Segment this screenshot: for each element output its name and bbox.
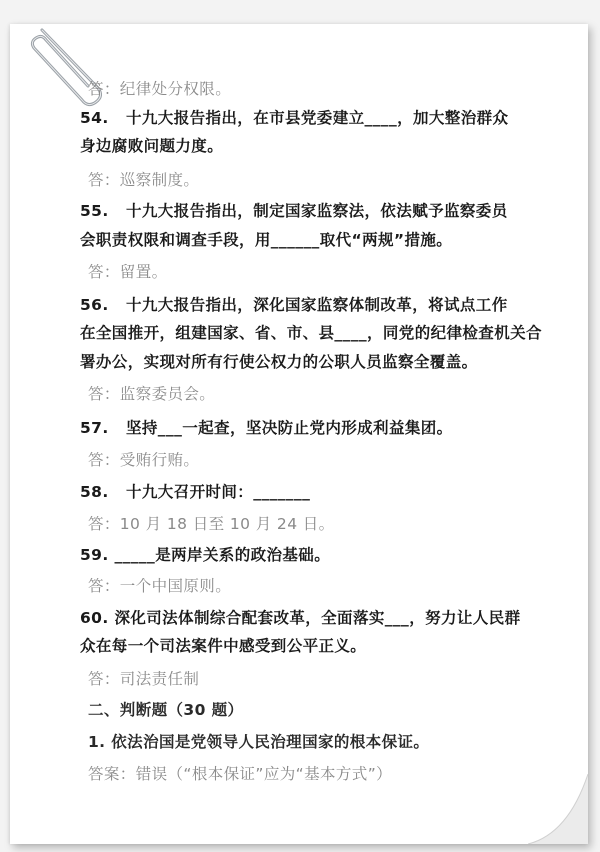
- section-heading: 二、判断题（30 题）: [88, 701, 244, 719]
- question-54-cont: 身边腐败问题力度。: [80, 137, 224, 155]
- answer-60: 答：司法责任制: [88, 670, 200, 688]
- page-curl-icon: [528, 774, 588, 844]
- question-text: 十九大报告指出，在市县党委建立____，加大整治群众: [126, 109, 509, 127]
- question-59: 59. _____是两岸关系的政治基础。: [80, 546, 331, 564]
- answer-54: 答：巡察制度。: [88, 171, 200, 189]
- document-page: [10, 24, 588, 844]
- judgment-question-1: 1. 依法治国是党领导人民治理国家的根本保证。: [88, 733, 430, 751]
- answer-58: 答：10 月 18 日至 10 月 24 日。: [88, 515, 335, 533]
- answer-59: 答：一个中国原则。: [88, 577, 232, 595]
- question-text: 十九大报告指出，深化国家监察体制改革，将试点工作: [126, 296, 508, 314]
- question-56-cont-2: 署办公，实现对所有行使公权力的公职人员监察全覆盖。: [80, 353, 478, 371]
- question-text: 十九大报告指出，制定国家监察法，依法赋予监察委员: [126, 202, 508, 220]
- question-56: [80, 295, 580, 315]
- question-55: [80, 201, 580, 221]
- answer-55: 答：留置。: [88, 263, 168, 281]
- question-number: 54.: [80, 109, 109, 127]
- question-text: 十九大召开时间：_______: [126, 483, 311, 501]
- question-57: [80, 418, 580, 438]
- question-number: 58.: [80, 483, 109, 501]
- question-number: 56.: [80, 296, 109, 314]
- question-text: 坚持___一起查，坚决防止党内形成利益集团。: [126, 419, 453, 437]
- question-60: 60. 深化司法体制综合配套改革，全面落实___，努力让人民群: [80, 609, 521, 627]
- question-60-cont: 众在每一个司法案件中感受到公平正义。: [80, 637, 367, 655]
- question-56-cont-1: 在全国推开，组建国家、省、市、县____，同党的纪律检查机关合: [80, 324, 542, 342]
- question-58: [80, 482, 580, 502]
- judgment-answer-1: 答案：错误（“根本保证”应为“基本方式”）: [88, 765, 393, 783]
- question-number: 57.: [80, 419, 109, 437]
- question-54: [80, 108, 580, 128]
- answer-56: 答：监察委员会。: [88, 385, 216, 403]
- question-number: 55.: [80, 202, 109, 220]
- answer-57: 答：受贿行贿。: [88, 451, 200, 469]
- answer-53: 答：纪律处分权限。: [88, 80, 232, 98]
- question-55-cont: 会职责权限和调查手段，用______取代“两规”措施。: [80, 231, 453, 249]
